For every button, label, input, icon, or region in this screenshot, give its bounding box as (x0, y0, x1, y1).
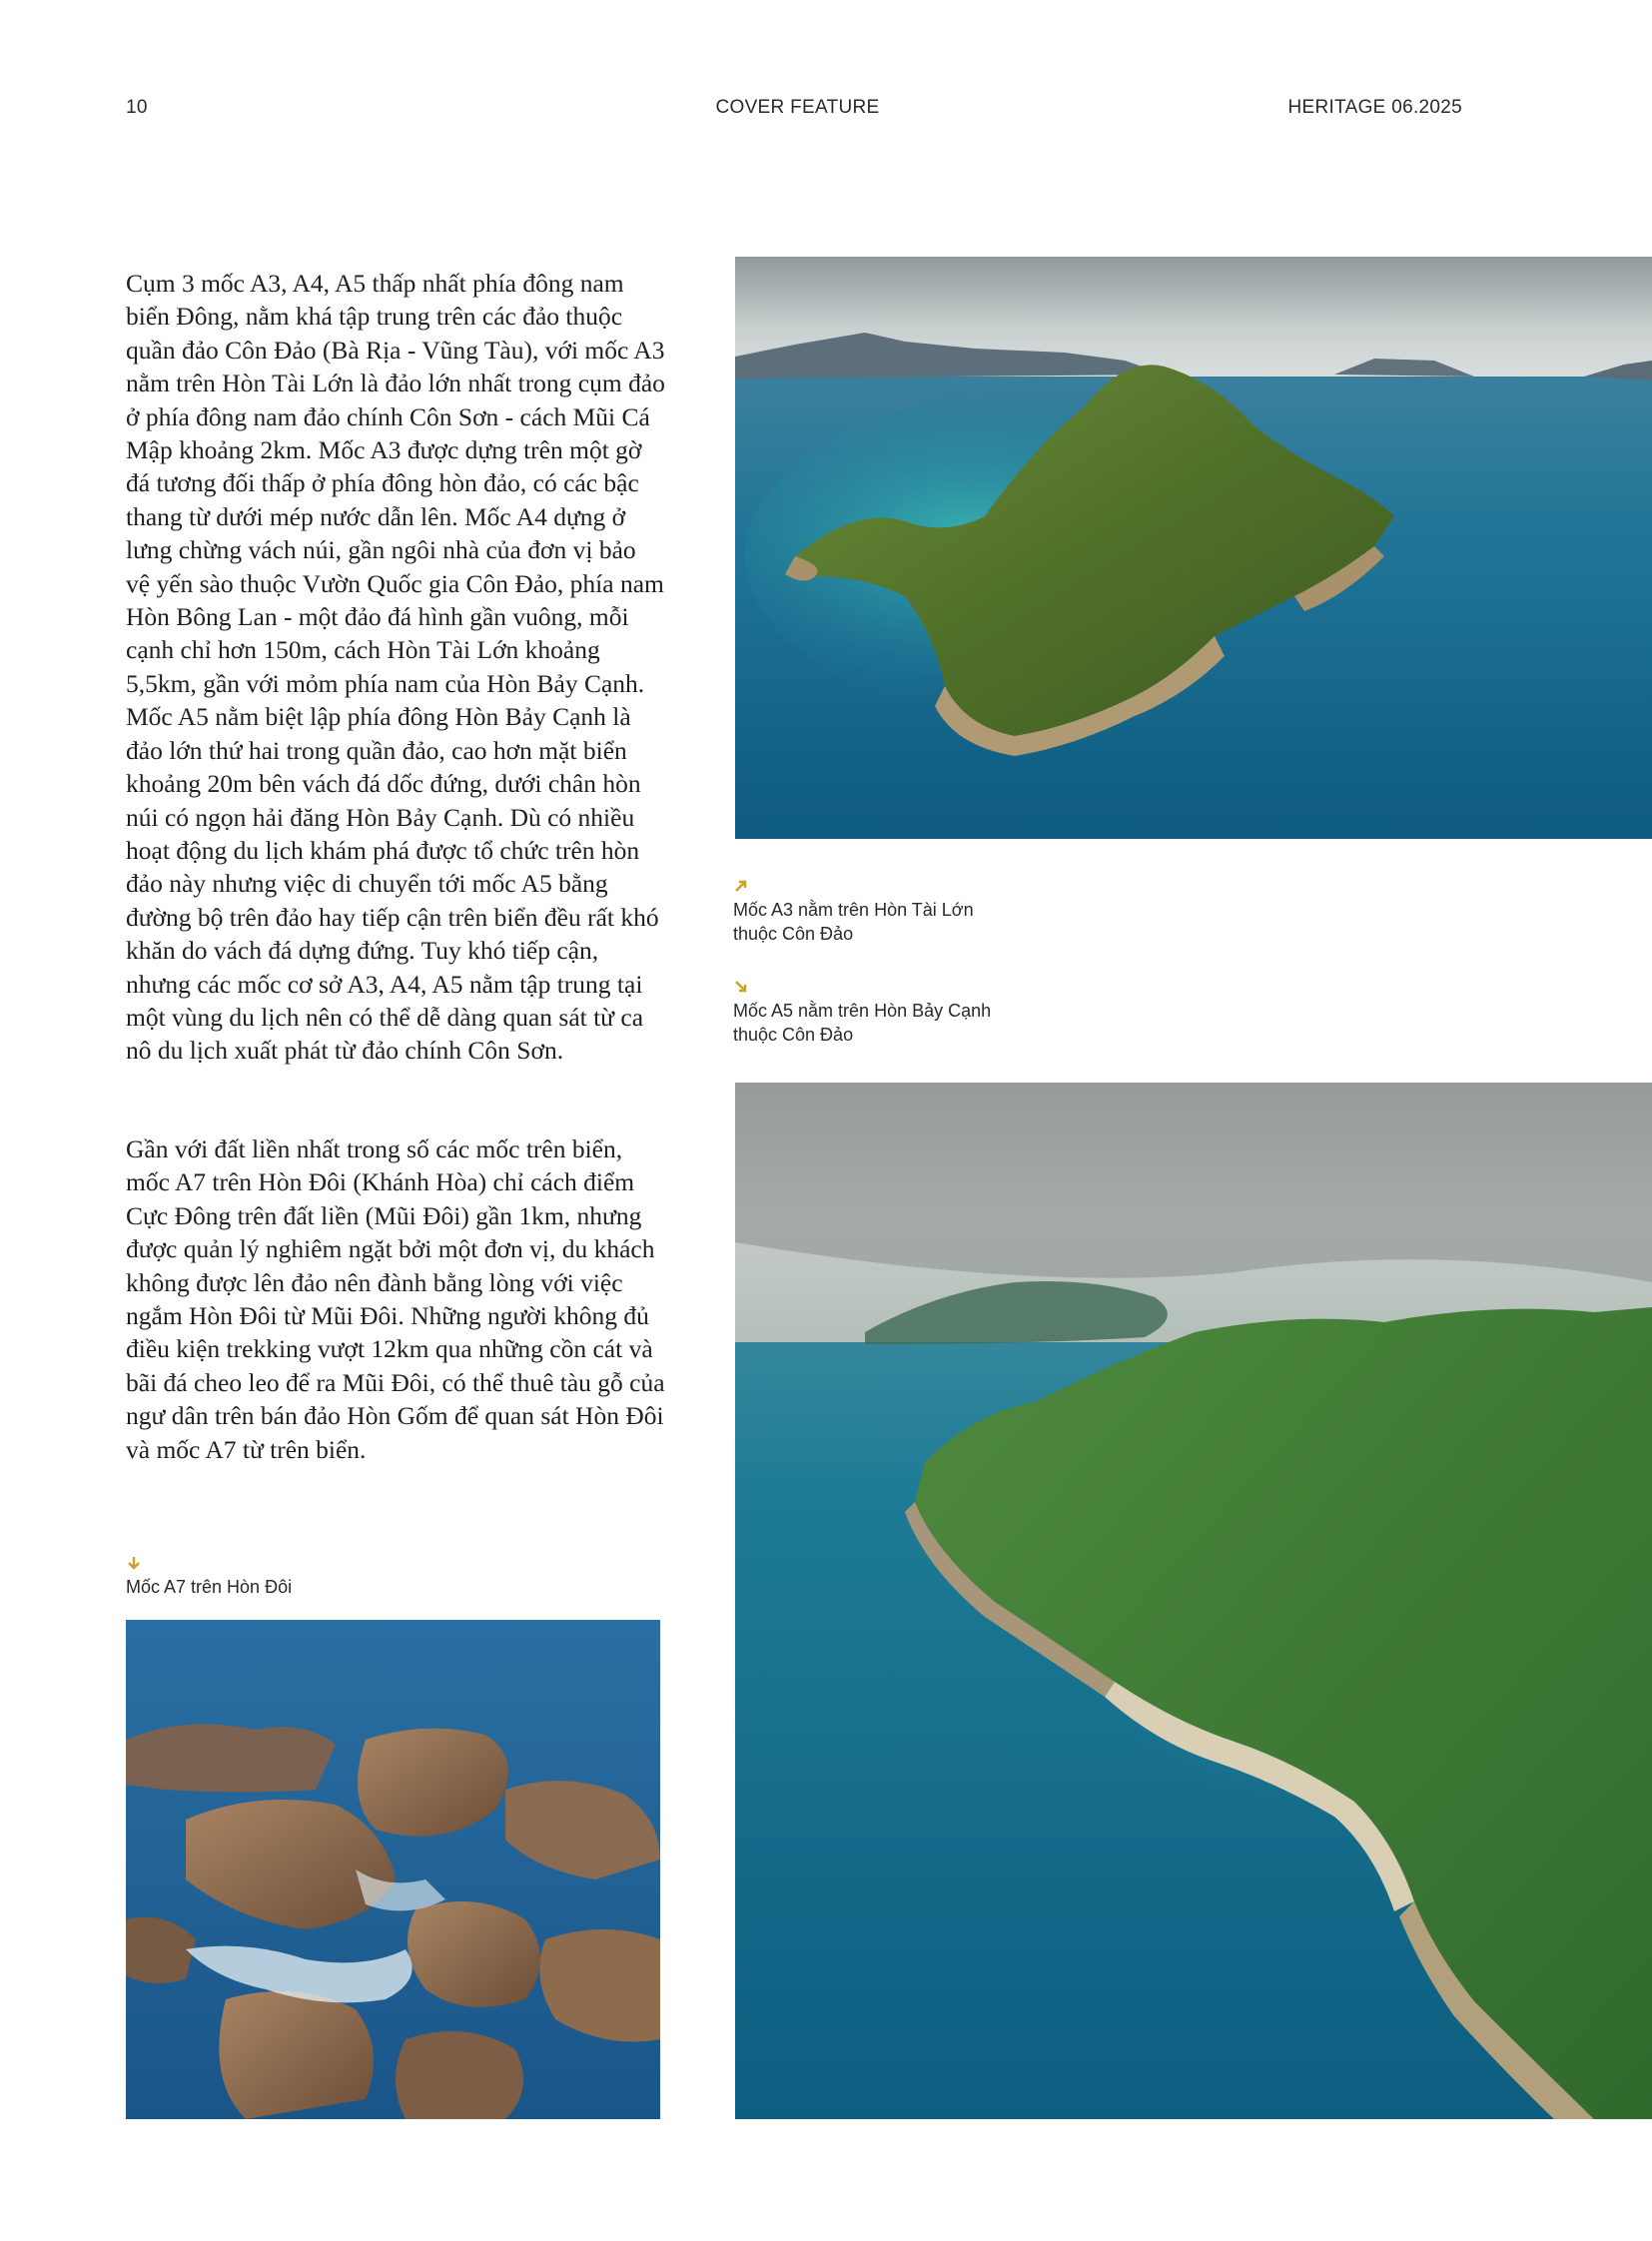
arrow-down-right-icon (733, 979, 749, 995)
article-paragraph: Cụm 3 mốc A3, A4, A5 thấp nhất phía đông nam biển Đông, nằm khá tập trung trên các đảo thuộc quần đảo Côn Đảo (Bà Rịa - Vũng Tàu), với mốc A3 nằm trên Hòn Tài Lớn là đảo lớn nhất trong cụm đảo ở phía đông nam đảo chính Côn Sơn - cách Mũi Cá Mập khoảng 2km. Mốc A3 được dựng trên một gờ đá tương đối thấp ở phía đông hòn đảo, có các bậc thang từ dưới mép nước dẫn lên. Mốc A4 dựng ở lưng chừng vách núi, gần ngôi nhà của đơn vị bảo vệ yến sào thuộc Vườn Quốc gia Côn Đảo, phía nam Hòn Bông Lan - một đảo đá hình gần vuông, mỗi cạnh chỉ hơn 150m, cách Hòn Tài Lớn khoảng 5,5km, gần với mỏm phía nam của Hòn Bảy Cạnh. Mốc A5 nằm biệt lập phía đông Hòn Bảy Cạnh là đảo lớn thứ hai trong quần đảo, cao hơn mặt biển khoảng 20m bên vách đá dốc đứng, dưới chân hòn núi có ngọn hải đăng Hòn Bảy Cạnh. Dù có nhiều hoạt động du lịch khám phá được tổ chức trên hòn đảo này nhưng việc di chuyển tới mốc A5 bằng đường bộ trên đảo hay tiếp cận trên biển đều rất khó khăn do vách đá dựng đứng. Tuy khó tiếp cận, nhưng các mốc cơ sở A3, A4, A5 nằm tập trung tại một vùng du lịch nên có thể dễ dàng quan sát từ ca nô du lịch xuất phát từ đảo chính Côn Sơn. (126, 269, 665, 1066)
photo-hon-bay-canh (735, 1083, 1652, 2119)
caption-a3 (733, 898, 974, 946)
arrow-up-right-icon (733, 878, 749, 894)
caption-a3-line1: Mốc A3 nằm trên Hòn Tài Lớn (733, 900, 974, 920)
section-title: COVER FEATURE (715, 97, 880, 118)
photo-hon-tai-lon (735, 257, 1652, 839)
photo-hon-doi (126, 1620, 660, 2119)
caption-a5 (733, 999, 991, 1047)
caption-a5-line1: Mốc A5 nằm trên Hòn Bảy Cạnh (733, 1001, 992, 1021)
caption-a5-line2: thuộc Côn Đảo (733, 1025, 854, 1045)
arrow-down-icon (126, 1555, 142, 1571)
issue-label: HERITAGE 06.2025 (1287, 97, 1462, 118)
page-number: 10 (126, 97, 148, 118)
article-paragraph: Gần với đất liền nhất trong số các mốc trên biển, mốc A7 trên Hòn Đôi (Khánh Hòa) chỉ cách điểm Cực Đông trên đất liền (Mũi Đôi) gần 1km, nhưng được quản lý nghiêm ngặt bởi một đơn vị, du khách không được lên đảo nên đành bằng lòng với việc ngắm Hòn Đôi từ Mũi Đôi. Những người không đủ điều kiện trekking vượt 12km qua những cồn cát và bãi đá cheo leo để ra Mũi Đôi, có thể thuê tàu gỗ của ngư dân trên bán đảo Hòn Gốm để quan sát Hòn Đôi và mốc A7 từ trên biển. (126, 1134, 665, 1464)
caption-a7: Mốc A7 trên Hòn Đôi (126, 1577, 293, 1597)
caption-a3-line2: thuộc Côn Đảo (733, 924, 854, 944)
